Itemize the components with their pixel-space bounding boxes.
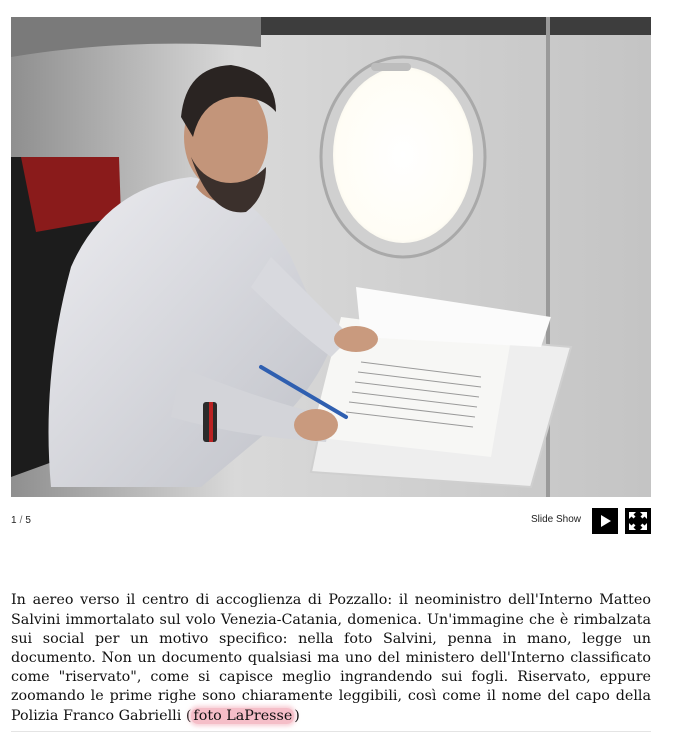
photo-caption xyxy=(11,591,651,725)
play-button[interactable] xyxy=(592,508,618,534)
play-icon xyxy=(592,508,618,534)
fullscreen-button[interactable] xyxy=(625,508,651,534)
slide-counter-total: 5 xyxy=(25,515,31,526)
divider xyxy=(11,731,651,732)
slideshow-label[interactable]: Slide Show xyxy=(531,514,582,525)
slide-counter xyxy=(11,515,31,526)
credit-close-paren: ) xyxy=(294,707,300,724)
slide-counter-current: 1 xyxy=(11,515,17,526)
caption-text: In aereo verso il centro di accoglienza di Pozzallo: il neoministro dell'Interno Matteo Salvini immortalato sul volo Venezia-Catania, domenica. Un'immagine che è rimbalzata sui social per un motivo specifico: nella foto Salvini, penna in mano, legge un documento. Non un documento qualsiasi ma uno del ministero dell'Interno classificato come "riservato", come si capisce meglio ingrandendo sui fogli. Riservato, eppure zoomando le prime righe sono chiaramente leggibili, così come il nome del capo della Polizia Franco Gabrielli xyxy=(11,592,651,724)
gallery-photo[interactable] xyxy=(11,17,651,497)
photo-illustration xyxy=(11,17,651,497)
slide-counter-separator: / xyxy=(19,515,23,526)
photo-credit-link[interactable]: foto LaPresse xyxy=(193,707,293,724)
fullscreen-icon xyxy=(625,508,651,534)
credit-open-paren: ( xyxy=(185,707,192,724)
